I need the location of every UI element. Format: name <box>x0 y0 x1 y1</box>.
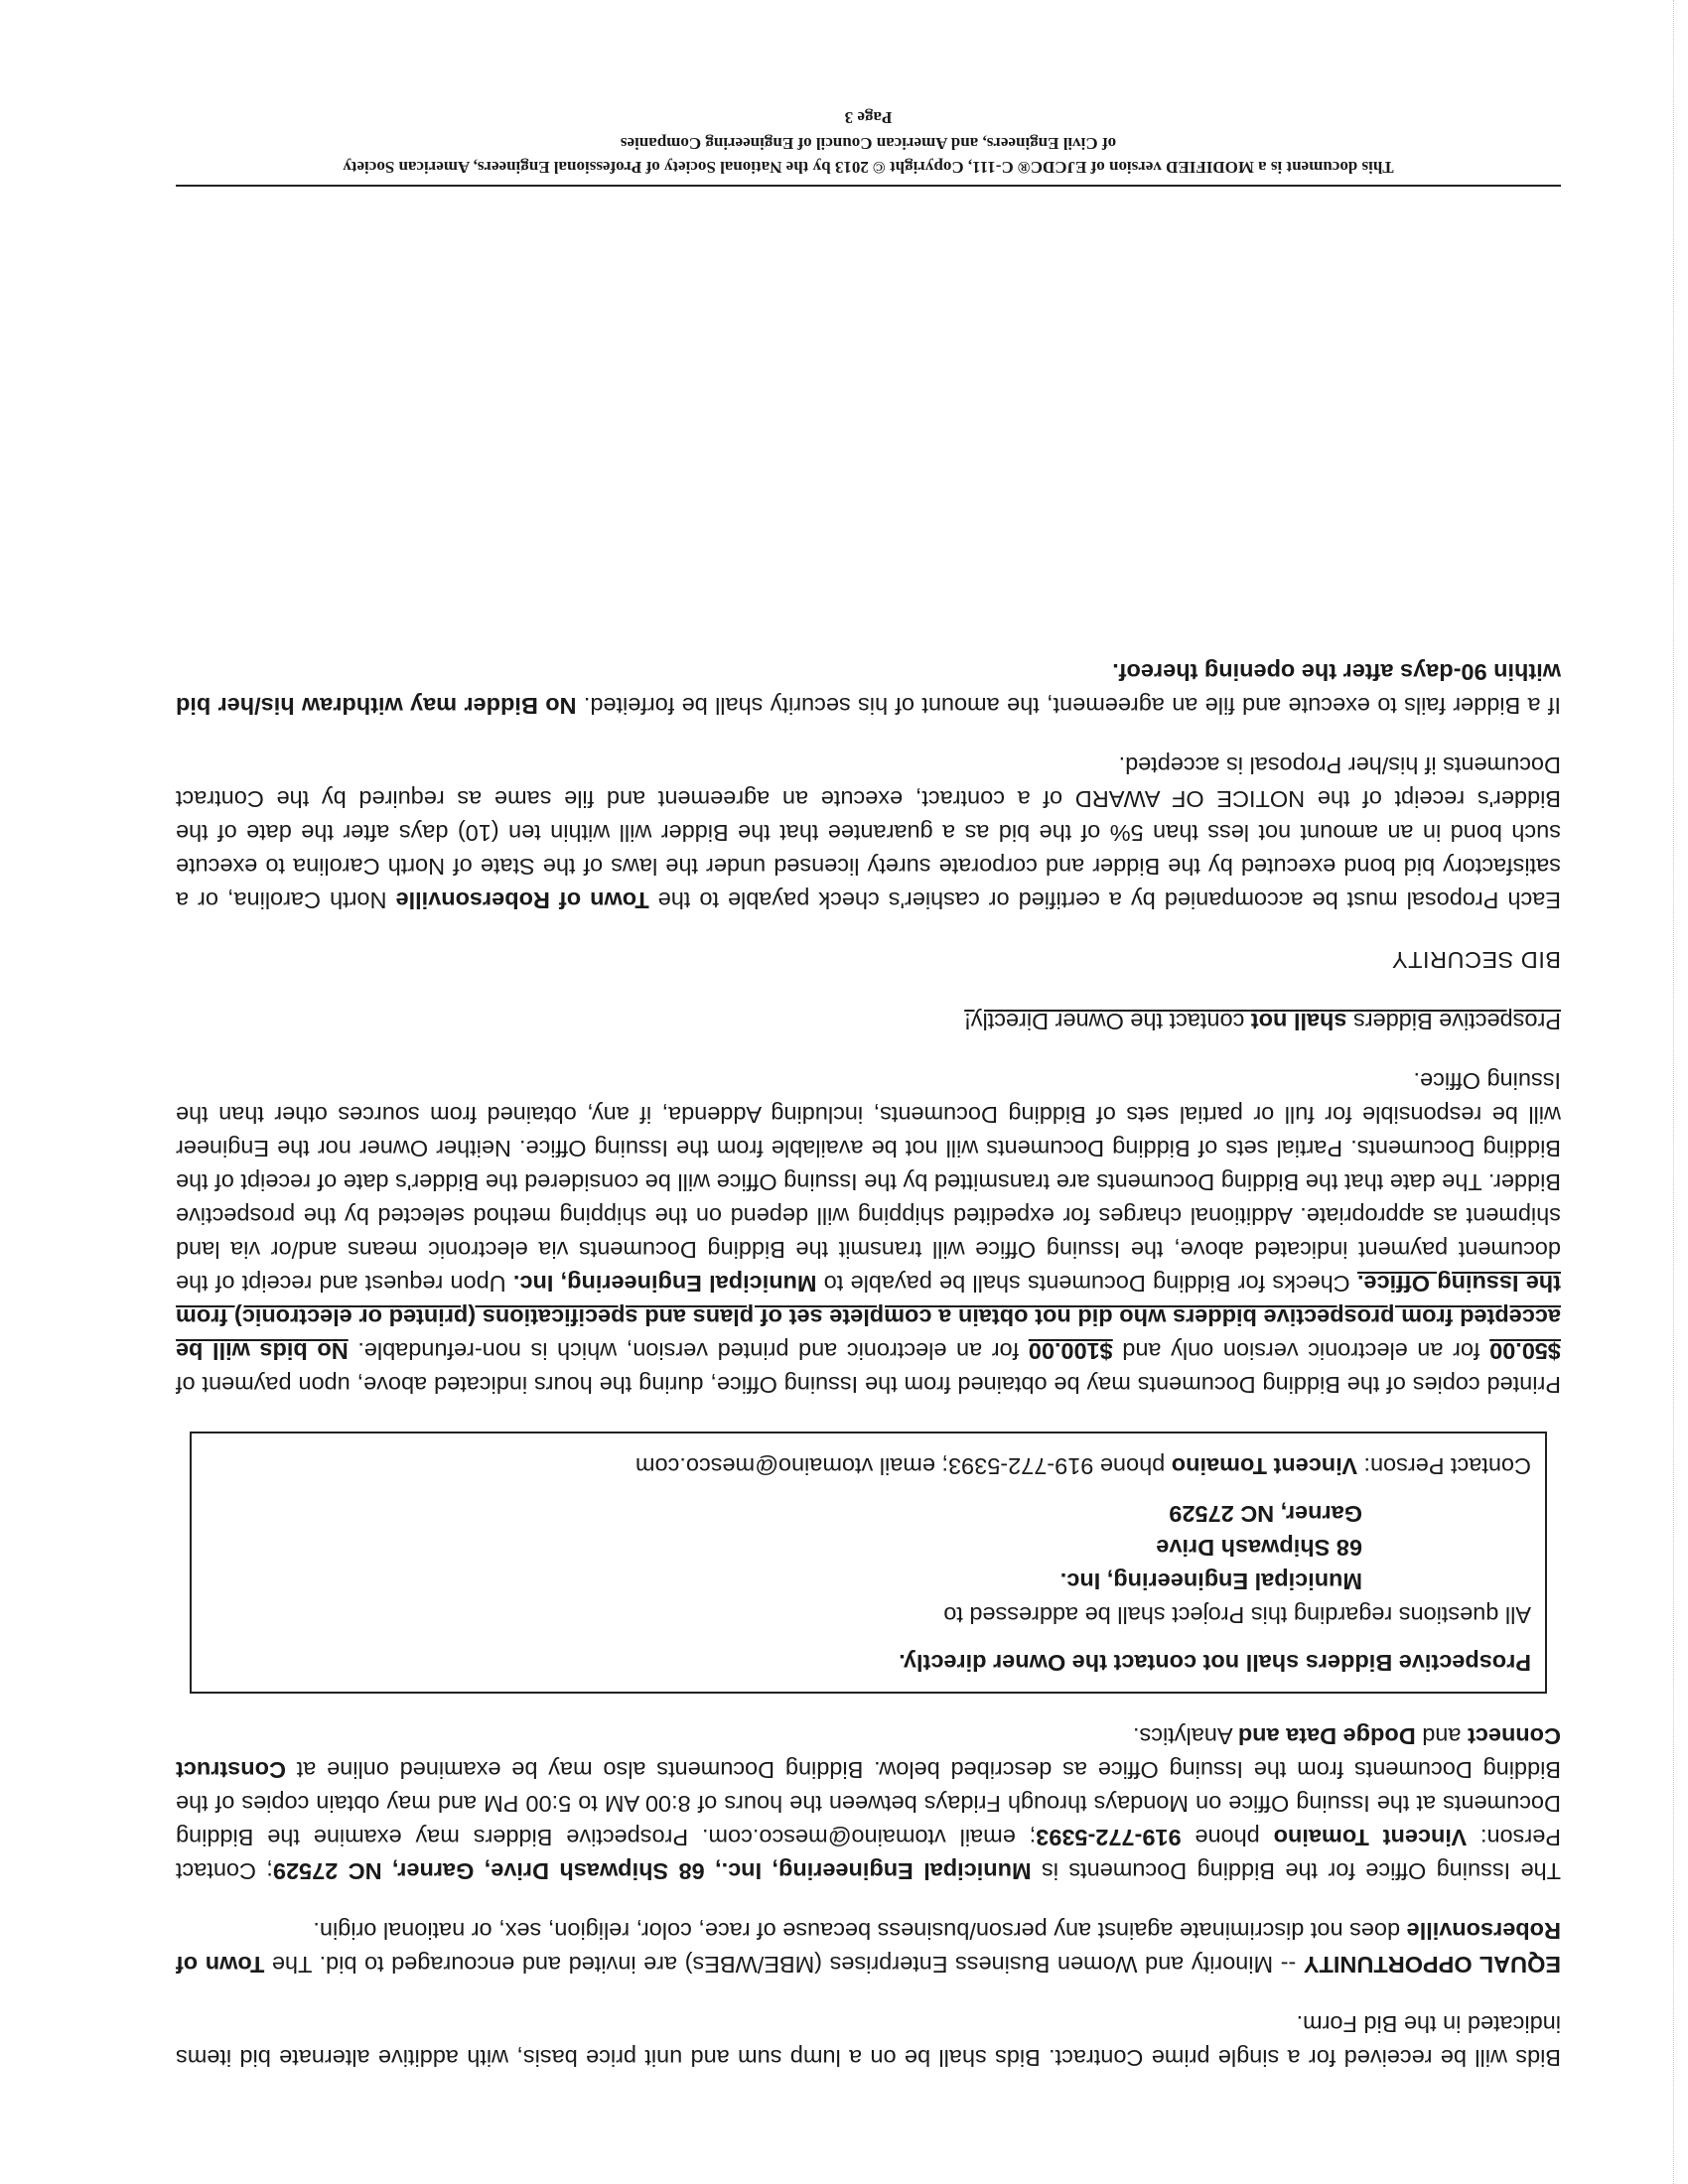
printed-price: $100.00 <box>1028 1338 1113 1364</box>
forfeit-paragraph: If a Bidder fails to execute and file an agreement, the amount of his security shall be forfeited. No Bidder may withdraw his/her bid within 90-days after the opening thereof. <box>176 659 1561 719</box>
page-number: Page 3 <box>844 108 893 127</box>
issuing-office-address: Municipal Engineering, Inc., 68 Shipwash Drive, Garner, NC 27529 <box>272 1858 1032 1884</box>
intro-paragraph: Bids will be received for a single prime Contract. Bids shall be on a lump sum and unit price basis, with additive alternate bid items indicated in the Bid Form. <box>176 2011 1561 2071</box>
issuing-office-paragraph: The Issuing Office for the Bidding Documents is Municipal Engineering, Inc., 68 Shipwash Drive, Garner, NC 27529; Contact Person: Vincent Tomaino phone 919-772-5393; email vtomaino@mesco.com. Prospective Bidders may examine the Bidding Documents at the Issuing Office on Mondays through Fridays between the hours of 8:00 AM to 5:00 PM and may obtain copies of the Bidding Documents from the Issuing Office as described below. Bidding Documents also may be examined online at Construct Connect and Dodge Data and Analytics. <box>176 1723 1561 1884</box>
contact-name: Vincent Tomaino <box>1273 1825 1468 1850</box>
city-state-zip: Garner, NC 27529 <box>1169 1501 1362 1527</box>
contact-address <box>206 1497 1531 1598</box>
withdraw-notice: No Bidder may withdraw his/her bid within 90-days after the opening thereof. <box>176 659 1561 719</box>
dodge-data: Dodge Data and <box>1237 1723 1416 1749</box>
owner-name: Town of Robersonville <box>175 1918 1561 1978</box>
copyright-line-1: This document is a MODIFIED version of EJCDC® C-111, Copyright © 2013 by the National Society of Professional Engineers, American Society <box>343 158 1394 177</box>
page-footer <box>176 105 1561 187</box>
contact-person-line: Contact Person: Vincent Tomaino phone 919-772-5393; email vtomaino@mesco.com <box>634 1453 1531 1479</box>
copyright-line-2: of Civil Engineers, and American Council of Engineering Companies <box>620 134 1117 153</box>
construct-connect: Construct Connect <box>176 1723 1561 1783</box>
contact-phone: 919-772-5393 <box>1036 1825 1182 1850</box>
owner-name: Town of Robersonville <box>395 887 649 913</box>
electronic-price: $50.00 <box>1489 1338 1561 1364</box>
printed-copies-paragraph: Printed copies of the Bidding Documents may be obtained from the Issuing Office, during the hours indicated above, upon payment of $50.00 for an electronic version only and $100.00 for an electronic and printed version, which is non-refundable. No bids will be accepted from prospective bidders who did not obtain a complete set of plans and specifications (printed or electronic) from the Issuing Office. Checks for Bidding Documents shall be payable to Municipal Engineering, Inc. Upon request and receipt of the document payment indicated above, the Issuing Office will transmit the Bidding Documents via electronic means and/or via land shipment as appropriate. Additional charges for expedited shipping will depend on the shipping method selected by the prospective Bidder. The date that the Bidding Documents are transmitted by the Issuing Office will be considered the Bidder's date of receipt of the Bidding Documents. Partial sets of Bidding Documents will not be available from the Issuing Office. Neither Owner nor the Engineer will be responsible for full or partial sets of Bidding Documents, including Addenda, if any, obtained from sources other than the Issuing Office. <box>175 1068 1561 1398</box>
contact-warning: Prospective Bidders shall not contact the Owner directly. <box>899 1650 1531 1676</box>
bid-security-paragraph: Each Proposal must be accompanied by a certified or cashier's check payable to the Town of Robersonville North Carolina, or a satisfactory bid bond executed by the Bidder and corporate surety licensed under the laws of the State of North Carolina to execute such bond in an amount not less than 5% of the bid as a guarantee that the Bidder will within ten (10) days after the date of the Bidder's receipt of the NOTICE OF AWARD of a contract, execute an agreement and file same as required by the Contract Documents if his/her Proposal is accepted. <box>175 752 1561 913</box>
street-address: 68 Shipwash Drive <box>1156 1535 1362 1561</box>
no-bids-notice: No bids will be accepted from prospective bidders who did not obtain a complete set of plans and specifications (printed or electronic) from the Issuing Office. <box>176 1271 1561 1364</box>
company-name: Municipal Engineering, Inc. <box>1059 1569 1362 1594</box>
equal-opportunity-paragraph: EQUAL OPPORTUNITY -- Minority and Women Business Enterprises (MBE/WBEs) are invited and encouraged to bid. The Town of Robersonville does not discriminate against any person/business because of race, color, religion, sex, or national origin. <box>175 1918 1561 1978</box>
contact-intro: All questions regarding this Project shall be addressed to <box>943 1602 1531 1628</box>
payee-name: Municipal Engineering, Inc. <box>512 1271 817 1297</box>
eeo-label: EQUAL OPPORTUNITY <box>1303 1952 1561 1978</box>
bid-security-heading: BID SECURITY <box>1391 947 1561 973</box>
owner-contact-warning: Prospective Bidders shall not contact the Owner Directly! <box>964 1009 1561 1034</box>
scan-edge-mark <box>1673 0 1674 2184</box>
contact-box <box>190 1432 1547 1694</box>
document-body <box>176 629 1561 2075</box>
